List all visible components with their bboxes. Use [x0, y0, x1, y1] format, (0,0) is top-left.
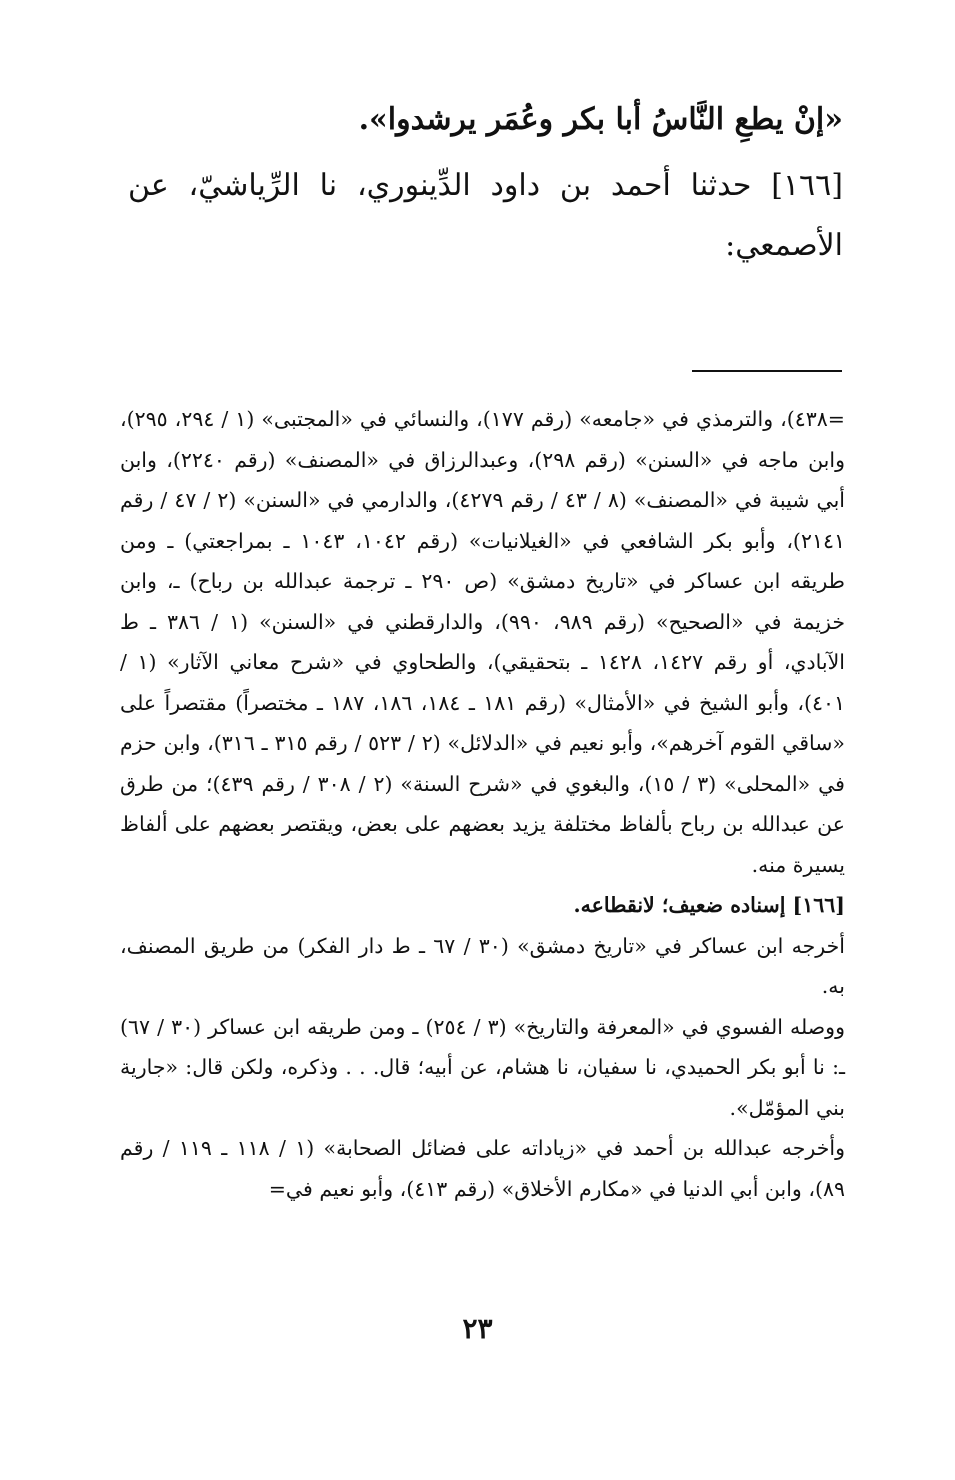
footnote-166-para-3: وأخرجه عبدالله بن أحمد في «زياداته على فضائل الصحابة» (١ / ١١٨ ـ ١١٩ / رقم ٨٩)، وابن أبي الدنيا في «مكارم الأخلاق» (رقم ٤١٣)، وأبو نعيم في=	[120, 1136, 845, 1201]
page-number: ٢٣	[462, 1312, 493, 1345]
hadith-166-paragraph: [١٦٦] حدثنا أحمد بن داود الدِّينوري، نا الرِّياشيّ، عن الأصمعي:	[128, 168, 843, 263]
quote-line: «إنْ يطعِ النَّاسُ أبا بكر وعُمَر يرشدوا».	[358, 102, 843, 137]
footnote-continuation: =٤٣٨)، والترمذي في «جامعه» (رقم ١٧٧)، والنسائي في «المجتبى» (١ / ٢٩٤، ٢٩٥)، وابن ماجه في «السنن» (رقم ٢٩٨)، وعبدالرزاق في «المصنف» (رقم ٢٢٤٠)، وابن أبي شيبة في «المصنف» (٨ / ٤٣ / رقم ٤٢٧٩)، والدارمي في «السنن» (٢ / ٤٧ / رقم ٢١٤١)، وأبو بكر الشافعي في «الغيلانيات» (رقم ١٠٤٢، ١٠٤٣ ـ بمراجعتي) ـ ومن طريقه ابن عساكر في «تاريخ دمشق» (ص ٢٩٠ ـ ترجمة عبدالله بن رباح) ـ، وابن خزيمة في «الصحيح» (رقم ٩٨٩، ٩٩٠)، والدارقطني في «السنن» (١ / ٣٨٦ ـ ط الآبادي، أو رقم ١٤٢٧، ١٤٢٨ ـ بتحقيقي)، والطحاوي في «شرح معاني الآثار» (١ / ٤٠١)، وأبو الشيخ في «الأمثال» (رقم ١٨١ ـ ١٨٤، ١٨٦، ١٨٧ ـ مختصراً) مقتصراً على «ساقي القوم آخرهم»، وأبو نعيم في «الدلائل» (٢ / ٥٢٣ / رقم ٣١٥ ـ ٣١٦)، وابن حزم في «المحلى» (٣ / ١٥)، والبغوي في «شرح السنة» (٢ / ٣٠٨ / رقم ٤٣٩)؛ من طرق عن عبدالله بن رباح بألفاظ مختلفة يزيد بعضهم على بعض، ويقتصر بعضهم على ألفاظ يسيرة منه.	[120, 407, 845, 877]
footnote-166-para-2: ووصله الفسوي في «المعرفة والتاريخ» (٣ / ٢٥٤) ـ ومن طريقه ابن عساكر (٣٠ / ٦٧) ـ: نا أبو بكر الحميدي، نا سفيان، نا هشام، عن أبيه؛ قال. . . وذكره، ولكن قال: «جارية بني المؤمّل».	[120, 1014, 845, 1120]
footnote-166-para-1: أخرجه ابن عساكر في «تاريخ دمشق» (٣٠ / ٦٧ ـ ط دار الفكر) من طريق المصنف، به.	[120, 933, 845, 998]
footnote-166-title: [١٦٦] إسناده ضعيف؛ لانقطاعه.	[573, 893, 845, 917]
footnote-separator	[692, 370, 842, 372]
footnotes	[120, 399, 845, 1209]
